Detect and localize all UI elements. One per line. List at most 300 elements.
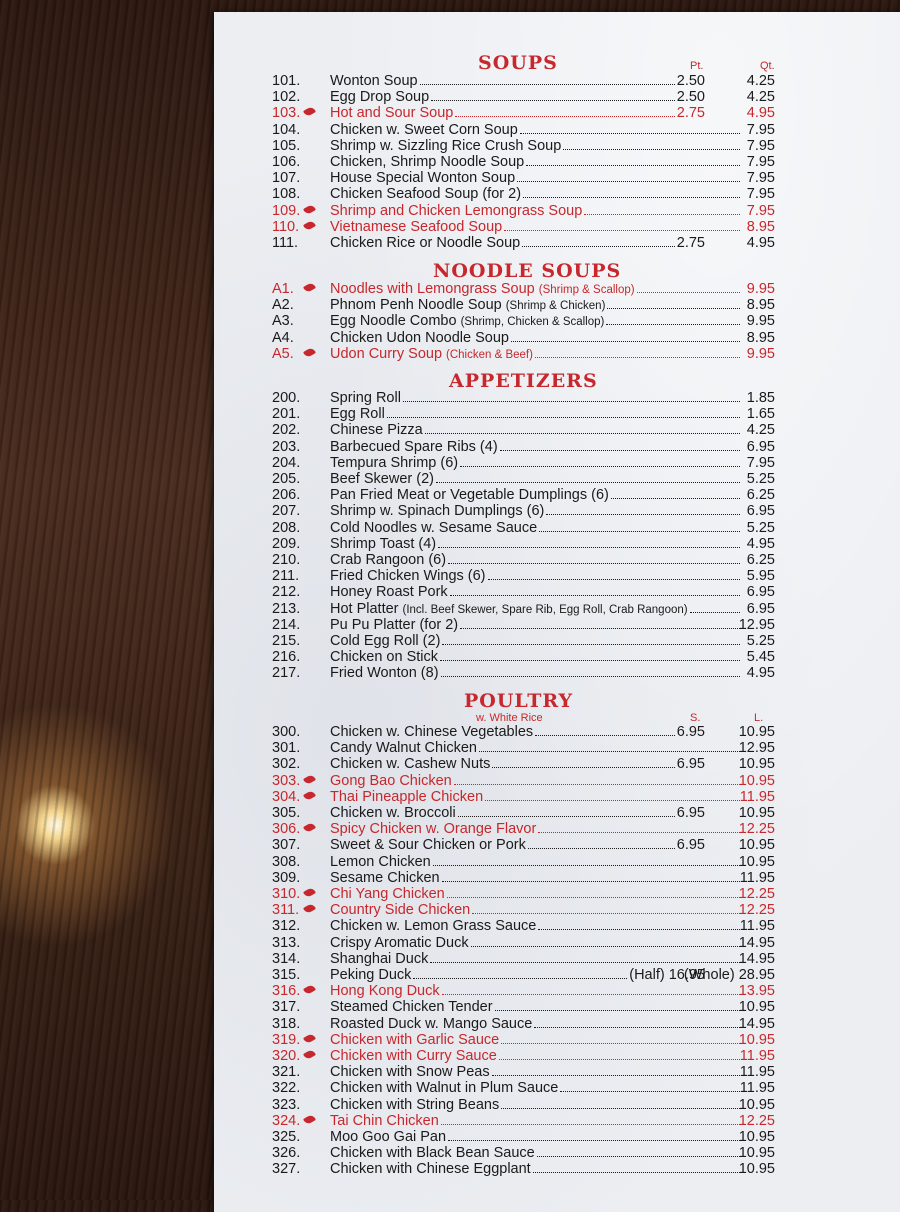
item-name: Chicken w. Lemon Grass Sauce (330, 918, 537, 935)
item-name: Hot and Sour Soup (330, 105, 454, 122)
dot-leader (690, 612, 740, 613)
item-line (330, 390, 742, 406)
item-line (330, 297, 742, 314)
pepper-icon (303, 1033, 316, 1045)
price-large: 5.45 (746, 649, 775, 666)
item-line (330, 789, 742, 805)
item-name: Fried Wonton (8) (330, 665, 439, 682)
dot-leader (450, 595, 740, 596)
price-large: 7.95 (746, 202, 775, 219)
dot-leader (504, 230, 740, 231)
item-name: House Special Wonton Soup (330, 170, 516, 187)
dot-leader (546, 514, 740, 515)
item-number: 107. (272, 170, 301, 187)
item-number: 322. (272, 1080, 301, 1097)
item-line (330, 313, 742, 330)
menu-item (272, 837, 775, 853)
price-large: 10.95 (738, 837, 775, 854)
dot-leader (458, 816, 675, 817)
item-name: Crispy Aromatic Duck (330, 934, 469, 951)
item-number: 217. (272, 665, 301, 682)
item-number: A2. (272, 297, 294, 314)
menu-item (272, 297, 775, 313)
item-note: (Chicken & Beef) (446, 348, 533, 361)
menu-item (272, 520, 775, 536)
item-name: Noodles with Lemongrass Soup (330, 281, 535, 297)
item-name: Barbecued Spare Ribs (4) (330, 438, 498, 455)
menu-item (272, 1097, 775, 1113)
item-name: Chicken with String Beans (330, 1096, 500, 1113)
item-number: 111. (272, 235, 299, 251)
item-line (330, 568, 742, 584)
dot-leader (479, 751, 740, 752)
item-line (330, 724, 705, 740)
dot-leader (537, 1156, 740, 1157)
price-large: 10.95 (738, 999, 775, 1016)
dot-leader (492, 1075, 740, 1076)
menu-item (272, 390, 775, 406)
price-large: 10.95 (738, 1161, 775, 1178)
item-line (330, 805, 705, 821)
menu-item (272, 821, 775, 837)
item-number: 209. (272, 535, 301, 552)
pepper-icon (303, 773, 316, 785)
item-name: Chicken with Chinese Eggplant (330, 1161, 531, 1178)
menu-item (272, 406, 775, 422)
item-name: Chicken with Snow Peas (330, 1064, 490, 1081)
price-large: 4.95 (746, 535, 775, 552)
menu-item (272, 918, 775, 934)
item-line (330, 983, 742, 999)
item-name: Cold Noodles w. Sesame Sauce (330, 519, 538, 536)
price-large: 9.95 (746, 313, 775, 330)
item-name: Sesame Chicken (330, 869, 440, 886)
item-line (330, 1080, 742, 1096)
item-line (330, 584, 742, 600)
item-name: Spring Roll (330, 390, 401, 406)
item-number: 108. (272, 186, 301, 203)
item-number: 321. (272, 1064, 301, 1081)
menu-item (272, 138, 775, 154)
dot-leader (520, 133, 740, 134)
dot-leader (535, 735, 675, 736)
pepper-icon (303, 203, 316, 215)
item-line (330, 439, 742, 455)
item-line (330, 902, 742, 918)
price-large: 12.95 (738, 616, 775, 633)
item-number: 313. (272, 934, 301, 951)
item-line (330, 105, 705, 121)
item-number: 204. (272, 454, 301, 471)
menu-item (272, 503, 775, 519)
price-large: 10.95 (738, 1145, 775, 1162)
dot-leader (447, 897, 740, 898)
item-line (330, 170, 742, 186)
column-header-large: Qt. (760, 60, 775, 72)
price-large: 4.95 (746, 235, 775, 251)
item-line (330, 1048, 742, 1064)
dot-leader (471, 946, 740, 947)
item-line (330, 1113, 742, 1129)
item-number: 216. (272, 649, 301, 666)
item-line (330, 935, 742, 951)
item-name: Steamed Chicken Tender (330, 999, 493, 1016)
item-line (330, 235, 705, 251)
item-number: 323. (272, 1096, 301, 1113)
price-large: 6.95 (746, 600, 775, 617)
dot-leader (526, 165, 740, 166)
item-name: Chicken Rice or Noodle Soup (330, 235, 521, 251)
item-line (330, 870, 742, 886)
menu-item (272, 999, 775, 1015)
item-line (330, 665, 742, 681)
menu-item (272, 601, 775, 617)
item-name: Fried Chicken Wings (6) (330, 568, 486, 585)
menu-item (272, 487, 775, 503)
item-line (330, 649, 742, 665)
item-name: Chicken with Black Bean Sauce (330, 1145, 535, 1162)
item-number: 302. (272, 756, 301, 773)
item-line (330, 471, 742, 487)
dot-leader (539, 531, 740, 532)
item-number: 101. (272, 73, 301, 89)
price-small: 2.50 (676, 89, 705, 106)
item-line (330, 821, 742, 837)
item-name: Hong Kong Duck (330, 983, 440, 1000)
item-name: Shrimp w. Spinach Dumplings (6) (330, 503, 545, 520)
item-number: 109. (272, 202, 301, 219)
price-large: 11.95 (739, 1064, 775, 1081)
price-large: 4.25 (746, 422, 775, 439)
item-number: 324. (272, 1112, 301, 1129)
item-line (330, 455, 742, 471)
price-large: 10.95 (738, 756, 775, 773)
dot-leader (522, 246, 675, 247)
item-number: 310. (272, 886, 301, 902)
dot-leader (431, 100, 675, 101)
menu-item (272, 1113, 775, 1129)
section-title: NOODLE SOUPS (433, 260, 622, 282)
price-large: (Whole) 28.95 (683, 967, 775, 983)
item-line (330, 422, 742, 438)
price-small: 2.75 (676, 105, 705, 122)
pepper-icon (303, 220, 316, 232)
menu-item (272, 1161, 775, 1177)
price-large: 7.95 (746, 154, 775, 170)
item-name: Phnom Penh Noodle Soup (330, 297, 502, 314)
item-name: Spicy Chicken w. Orange Flavor (330, 821, 537, 838)
price-large: 10.95 (738, 853, 775, 870)
price-large: 7.95 (746, 170, 775, 187)
item-number: 201. (272, 406, 301, 423)
dot-leader (448, 1140, 740, 1141)
item-line (330, 633, 742, 649)
price-large: 12.95 (738, 740, 775, 757)
item-line (330, 346, 742, 363)
price-large: 11.95 (739, 918, 775, 935)
item-number: 200. (272, 390, 301, 406)
menu-item (272, 235, 775, 251)
item-number: A5. (272, 345, 294, 362)
menu-item (272, 854, 775, 870)
item-name: Chicken w. Sweet Corn Soup (330, 121, 518, 138)
item-number: 311. (272, 902, 300, 919)
dot-leader (584, 214, 740, 215)
item-number: 203. (272, 438, 301, 455)
item-name: Thai Pineapple Chicken (330, 788, 484, 805)
menu-item (272, 154, 775, 170)
item-name: Gong Bao Chicken (330, 772, 452, 789)
price-large: 5.25 (746, 471, 775, 487)
price-large: 8.95 (746, 218, 775, 235)
dot-leader (485, 800, 740, 801)
item-line (330, 552, 742, 568)
menu-item (272, 773, 775, 789)
dot-leader (495, 1010, 740, 1011)
price-large: 14.95 (738, 950, 775, 967)
price-large: 11.95 (739, 788, 775, 805)
price-large: 10.95 (738, 1096, 775, 1113)
pepper-icon (303, 347, 316, 359)
item-line (330, 1161, 742, 1177)
item-name: Moo Goo Gai Pan (330, 1129, 447, 1145)
item-name: Chicken with Garlic Sauce (330, 1031, 500, 1048)
price-large: 12.25 (738, 902, 775, 919)
price-large: 7.95 (746, 186, 775, 203)
item-name: Beef Skewer (2) (330, 471, 434, 487)
item-line (330, 854, 742, 870)
dot-leader (442, 644, 740, 645)
item-note: (Shrimp, Chicken & Scallop) (460, 316, 605, 329)
item-number: 320. (272, 1048, 301, 1064)
item-number: 210. (272, 552, 301, 568)
item-line (330, 219, 742, 235)
price-large: 12.25 (738, 886, 775, 902)
menu-item (272, 536, 775, 552)
item-number: 215. (272, 633, 301, 649)
menu-item (272, 740, 775, 756)
menu-item (272, 1145, 775, 1161)
price-large: 6.95 (746, 584, 775, 601)
menu-item (272, 281, 775, 297)
dot-leader (442, 994, 740, 995)
price-large: 9.95 (746, 345, 775, 362)
price-large: 10.95 (738, 772, 775, 789)
price-small: 2.50 (676, 73, 705, 89)
section-subtitle: w. White Rice (476, 712, 543, 724)
dot-leader (607, 308, 740, 309)
price-large: 11.95 (739, 869, 775, 886)
item-line (330, 617, 742, 633)
item-line (330, 967, 705, 983)
dot-leader (606, 324, 740, 325)
menu-item (272, 789, 775, 805)
dot-leader (611, 498, 740, 499)
item-name: Peking Duck (330, 967, 412, 983)
item-name: Tempura Shrimp (6) (330, 454, 459, 471)
item-line (330, 487, 742, 503)
pepper-icon (303, 282, 316, 294)
item-name: Crab Rangoon (6) (330, 552, 447, 568)
price-large: 8.95 (746, 329, 775, 346)
item-number: 327. (272, 1161, 301, 1178)
item-name: Chicken with Curry Sauce (330, 1048, 497, 1064)
item-number: 325. (272, 1129, 301, 1145)
menu-item (272, 935, 775, 951)
item-number: 213. (272, 600, 301, 617)
dot-leader (500, 450, 740, 451)
item-note: (Shrimp & Scallop) (538, 284, 635, 296)
dot-leader (441, 676, 740, 677)
item-number: 206. (272, 487, 301, 504)
menu-item (272, 967, 775, 983)
price-large: 10.95 (738, 805, 775, 821)
item-number: 211. (272, 568, 300, 585)
menu-item (272, 724, 775, 740)
item-number: 303. (272, 772, 301, 789)
item-line (330, 330, 742, 346)
pepper-icon (303, 822, 316, 834)
price-small: 6.95 (676, 805, 705, 821)
item-number: 318. (272, 1015, 301, 1032)
menu-item (272, 649, 775, 665)
item-name: Shrimp and Chicken Lemongrass Soup (330, 202, 583, 219)
dot-leader (430, 962, 740, 963)
item-name: Honey Roast Pork (330, 584, 448, 601)
item-line (330, 1129, 742, 1145)
menu-item (272, 203, 775, 219)
menu-item (272, 902, 775, 918)
dot-leader (517, 181, 740, 182)
item-line (330, 154, 742, 170)
price-large: 13.95 (738, 983, 775, 1000)
item-name: Pu Pu Platter (for 2) (330, 616, 459, 633)
pepper-icon (303, 887, 316, 899)
section-title: POULTRY (464, 690, 574, 712)
item-name: Chicken on Stick (330, 649, 438, 666)
item-number: A1. (272, 281, 294, 297)
menu-item (272, 805, 775, 821)
price-large: 6.95 (746, 438, 775, 455)
item-number: 212. (272, 584, 301, 601)
section-title: APPETIZERS (449, 370, 598, 392)
price-large: 5.25 (746, 519, 775, 536)
item-name: Roasted Duck w. Mango Sauce (330, 1015, 533, 1032)
item-number: A3. (272, 313, 294, 330)
item-number: 312. (272, 918, 301, 935)
item-name: Vietnamese Seafood Soup (330, 218, 503, 235)
dot-leader (492, 767, 674, 768)
menu-item (272, 89, 775, 105)
dot-leader (535, 357, 740, 358)
item-number: 103. (272, 105, 301, 122)
menu-item (272, 1064, 775, 1080)
item-name: Egg Noodle Combo (330, 313, 457, 330)
dot-leader (560, 1091, 740, 1092)
column-header-small: Pt. (690, 60, 704, 72)
dot-leader (538, 832, 740, 833)
item-name: Candy Walnut Chicken (330, 740, 477, 757)
dot-leader (534, 1027, 740, 1028)
dot-leader (501, 1108, 740, 1109)
item-name: Egg Drop Soup (330, 89, 430, 106)
item-name: Egg Roll (330, 406, 385, 423)
pepper-icon (303, 903, 316, 915)
item-name: Chicken Udon Noodle Soup (330, 329, 509, 346)
menu-item (272, 552, 775, 568)
menu-item (272, 346, 775, 362)
item-number: 208. (272, 519, 301, 536)
item-number: 304. (272, 788, 301, 805)
dot-leader (538, 929, 740, 930)
dot-leader (460, 466, 740, 467)
price-large: 7.95 (746, 121, 775, 138)
dot-leader (425, 433, 740, 434)
pepper-icon (303, 790, 316, 802)
item-line (330, 203, 742, 219)
item-name: Country Side Chicken (330, 902, 471, 919)
menu-item (272, 422, 775, 438)
item-name: Cold Egg Roll (2) (330, 633, 441, 649)
dot-leader (454, 784, 740, 785)
dot-leader (436, 482, 740, 483)
menu-item (272, 886, 775, 902)
menu-item (272, 1048, 775, 1064)
price-large: 7.95 (746, 137, 775, 154)
menu-item (272, 330, 775, 346)
item-number: 207. (272, 503, 301, 520)
price-large: 10.95 (738, 1031, 775, 1048)
item-number: 307. (272, 837, 301, 854)
item-line (330, 73, 705, 89)
menu-item (272, 471, 775, 487)
item-line (330, 740, 742, 756)
price-small: 2.75 (676, 235, 705, 251)
item-line (330, 503, 742, 519)
item-number: 319. (272, 1031, 301, 1048)
dot-leader (533, 1172, 740, 1173)
item-name: Shrimp w. Sizzling Rice Crush Soup (330, 137, 562, 154)
menu-item (272, 455, 775, 471)
menu-item (272, 983, 775, 999)
dot-leader (528, 848, 675, 849)
item-line (330, 536, 742, 552)
price-large: 1.65 (746, 406, 775, 423)
item-number: 105. (272, 137, 301, 154)
item-number: 306. (272, 821, 301, 838)
price-large: 9.95 (746, 281, 775, 297)
menu-item (272, 584, 775, 600)
dot-leader (420, 84, 675, 85)
item-name: Wonton Soup (330, 73, 418, 89)
dot-leader (499, 1059, 740, 1060)
dot-leader (433, 865, 740, 866)
item-number: 205. (272, 471, 301, 487)
item-line (330, 1064, 742, 1080)
menu-item (272, 122, 775, 138)
item-name: Udon Curry Soup (330, 345, 443, 362)
dot-leader (460, 628, 740, 629)
price-large: 11.95 (739, 1048, 775, 1064)
item-name: Chinese Pizza (330, 422, 423, 439)
dot-leader (637, 292, 740, 293)
dot-leader (413, 978, 627, 979)
dot-leader (511, 341, 740, 342)
item-number: 314. (272, 950, 301, 967)
item-number: 305. (272, 805, 301, 821)
item-line (330, 281, 742, 298)
item-line (330, 520, 742, 536)
